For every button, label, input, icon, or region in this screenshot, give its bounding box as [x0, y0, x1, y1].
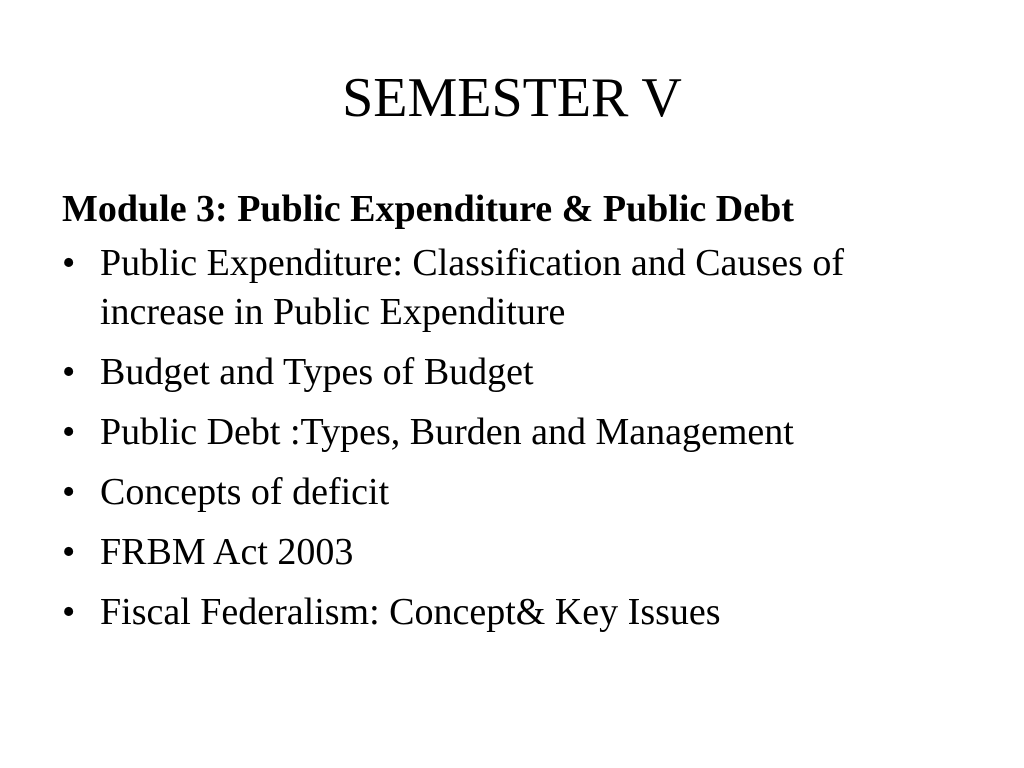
list-item: [62, 348, 962, 397]
list-item: [62, 528, 962, 577]
bullet-icon: •: [62, 531, 76, 573]
list-item-text: Public Debt :Types, Burden and Management: [100, 411, 794, 453]
slide-content: [62, 183, 962, 648]
list-item-text: Public Expenditure: Classification and Causes of increase in Public Expenditure: [100, 242, 845, 333]
bullet-icon: •: [62, 351, 76, 393]
list-item: [62, 588, 962, 637]
list-item: [62, 408, 962, 457]
slide-title: SEMESTER V: [342, 67, 682, 129]
list-item-text: Concepts of deficit: [100, 471, 390, 513]
bullet-icon: •: [62, 471, 76, 513]
list-item-text: FRBM Act 2003: [100, 531, 354, 573]
module-heading: Module 3: Public Expenditure & Public Debt: [62, 188, 794, 230]
bullet-list: [62, 239, 962, 637]
bullet-icon: •: [62, 591, 76, 633]
list-item: [62, 468, 962, 517]
list-item-text: Fiscal Federalism: Concept& Key Issues: [100, 591, 721, 633]
list-item: [62, 239, 962, 337]
list-item-text: Budget and Types of Budget: [100, 351, 534, 393]
bullet-icon: •: [62, 242, 76, 284]
bullet-icon: •: [62, 411, 76, 453]
